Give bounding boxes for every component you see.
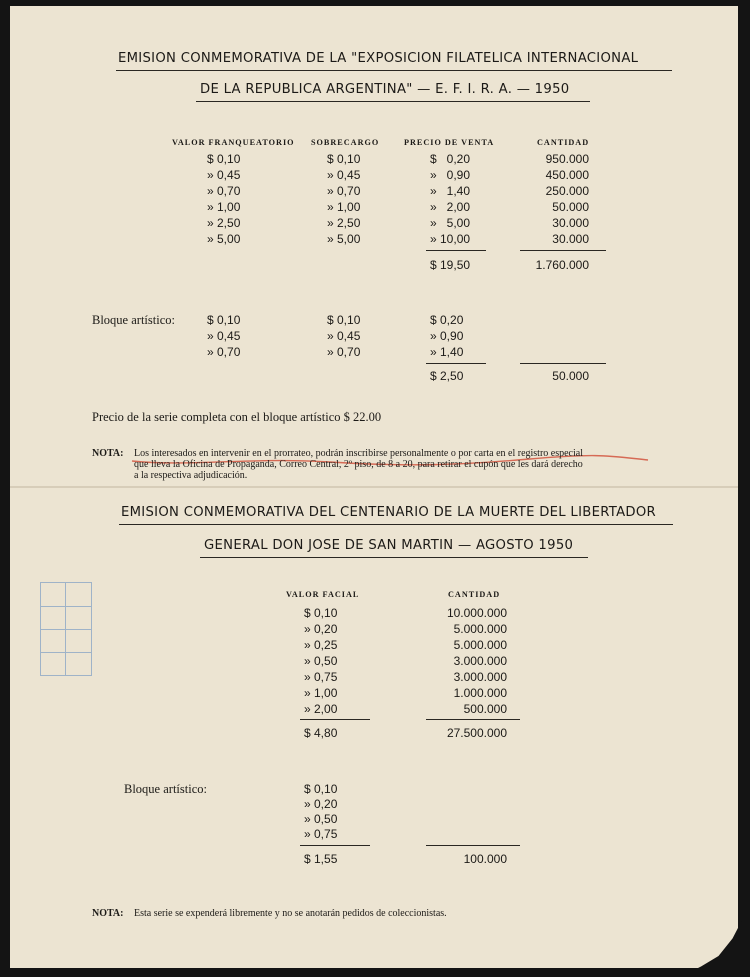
- s2-bloque-rule-cantidad: [426, 845, 520, 846]
- s1-row6-sobrecargo: » 5,00: [327, 232, 361, 246]
- s1-row1-sobrecargo: $ 0,10: [327, 152, 361, 166]
- s1-total-rule-precio: [426, 250, 486, 251]
- s1-bloque-row3-precio: » 1,40: [430, 345, 464, 359]
- s1-total-precio: $ 19,50: [430, 258, 471, 272]
- s1-row3-valor: » 0,70: [207, 184, 241, 198]
- s1-total-cantidad: 1.760.000: [535, 258, 589, 272]
- header-sobrecargo: SOBRECARGO: [311, 138, 380, 147]
- s2-nota-text: Esta serie se expenderá libremente y no se anotarán pedidos de coleccionistas.: [134, 908, 447, 919]
- s1-bloque-row1-sobrecargo: $ 0,10: [327, 313, 361, 327]
- s1-row5-cantidad: 30.000: [552, 216, 589, 230]
- s1-nota-line1: Los interesados en intervenir en el prorrateo, podrán inscribirse personalmente o por carta en el registro especial: [134, 448, 583, 459]
- s1-row4-valor: » 1,00: [207, 200, 241, 214]
- s2-total-rule-cantidad: [426, 719, 520, 720]
- fold-crease: [10, 486, 738, 488]
- s1-row6-valor: » 5,00: [207, 232, 241, 246]
- s1-nota-line3: a la respectiva adjudicación.: [134, 470, 248, 481]
- s1-row3-cantidad: 250.000: [545, 184, 589, 198]
- s1-bloque-label: Bloque artístico:: [92, 313, 175, 327]
- section2-title-underline2: [200, 557, 588, 558]
- s1-bloque-rule-precio: [426, 363, 486, 364]
- s2-row7-cantidad: 500.000: [463, 702, 507, 716]
- section1-title-underline2: [196, 101, 590, 102]
- s1-row5-valor: » 2,50: [207, 216, 241, 230]
- s1-row5-precio: » 5,00: [430, 216, 471, 230]
- s1-serie-completa: Precio de la serie completa con el bloque artístico $ 22.00: [92, 410, 382, 424]
- s1-row4-precio: » 2,00: [430, 200, 471, 214]
- s1-row1-valor: $ 0,10: [207, 152, 241, 166]
- s2-row2-cantidad: 5.000.000: [453, 622, 507, 636]
- s1-bloque-row2-sobrecargo: » 0,45: [327, 329, 361, 343]
- s1-bloque-total-precio: $ 2,50: [430, 369, 464, 383]
- section1-title-line2: DE LA REPUBLICA ARGENTINA" — E. F. I. R. A. — 1950: [200, 82, 570, 97]
- s2-total-rule-valor: [300, 719, 370, 720]
- s1-nota-line2: que lleva la Oficina de Propaganda, Correo Central, 2º piso, de 8 a 20, para retirar el cupón que les dará derecho: [134, 459, 583, 470]
- s2-row7-valor: » 2,00: [304, 702, 338, 716]
- s2-row4-cantidad: 3.000.000: [453, 654, 507, 668]
- s2-bloque-rule-valor: [300, 845, 370, 846]
- s1-bloque-row2-valor: » 0,45: [207, 329, 241, 343]
- s1-row2-precio: » 0,90: [430, 168, 471, 182]
- s1-row2-valor: » 0,45: [207, 168, 241, 182]
- s2-bloque-label: Bloque artístico:: [124, 782, 207, 796]
- s1-bloque-total-cantidad: 50.000: [552, 369, 589, 383]
- header-cantidad-2: CANTIDAD: [448, 590, 501, 599]
- s2-bloque-row4: » 0,75: [304, 827, 338, 841]
- s2-row6-cantidad: 1.000.000: [453, 686, 507, 700]
- s2-row3-cantidad: 5.000.000: [453, 638, 507, 652]
- s2-row1-valor: $ 0,10: [304, 606, 338, 620]
- s2-row6-valor: » 1,00: [304, 686, 338, 700]
- blue-pencil-grid-sketch: [40, 582, 92, 676]
- s1-bloque-row1-precio: $ 0,20: [430, 313, 464, 327]
- s1-row4-sobrecargo: » 1,00: [327, 200, 361, 214]
- s1-row3-sobrecargo: » 0,70: [327, 184, 361, 198]
- s1-total-rule-cantidad: [520, 250, 606, 251]
- s1-row6-precio: » 10,00: [430, 232, 471, 246]
- s1-row4-cantidad: 50.000: [552, 200, 589, 214]
- s1-row1-precio: $ 0,20: [430, 152, 471, 166]
- s1-bloque-row3-valor: » 0,70: [207, 345, 241, 359]
- s1-bloque-row3-sobrecargo: » 0,70: [327, 345, 361, 359]
- s2-bloque-total-valor: $ 1,55: [304, 852, 338, 866]
- s1-row2-cantidad: 450.000: [545, 168, 589, 182]
- section1-title-underline1: [116, 70, 672, 71]
- s1-bloque-rule-cantidad: [520, 363, 606, 364]
- s2-bloque-row3: » 0,50: [304, 812, 338, 826]
- header-cantidad: CANTIDAD: [537, 138, 590, 147]
- section2-title-line1: EMISION CONMEMORATIVA DEL CENTENARIO DE LA MUERTE DEL LIBERTADOR: [121, 505, 656, 520]
- s2-row2-valor: » 0,20: [304, 622, 338, 636]
- header-precio-de-venta: PRECIO DE VENTA: [404, 138, 495, 147]
- s2-total-cantidad: 27.500.000: [446, 726, 507, 740]
- header-valor-franqueatorio: VALOR FRANQUEATORIO: [172, 138, 295, 147]
- s2-nota-label: NOTA:: [92, 908, 124, 919]
- section2-title-line2: GENERAL DON JOSE DE SAN MARTIN — AGOSTO 1950: [204, 538, 574, 553]
- s1-row5-sobrecargo: » 2,50: [327, 216, 361, 230]
- s2-bloque-row2: » 0,20: [304, 797, 338, 811]
- s2-row5-valor: » 0,75: [304, 670, 338, 684]
- s2-row3-valor: » 0,25: [304, 638, 338, 652]
- s2-bloque-row1: $ 0,10: [304, 782, 338, 796]
- s2-row4-valor: » 0,50: [304, 654, 338, 668]
- s1-bloque-row2-precio: » 0,90: [430, 329, 464, 343]
- s1-nota-label: NOTA:: [92, 448, 124, 459]
- section1-title-line1: EMISION CONMEMORATIVA DE LA "EXPOSICION FILATELICA INTERNACIONAL: [118, 51, 639, 66]
- s1-row1-cantidad: 950.000: [545, 152, 589, 166]
- s1-row6-cantidad: 30.000: [552, 232, 589, 246]
- s2-total-valor: $ 4,80: [304, 726, 338, 740]
- s2-bloque-total-cantidad: 100.000: [463, 852, 507, 866]
- s2-row1-cantidad: 10.000.000: [446, 606, 507, 620]
- s1-bloque-row1-valor: $ 0,10: [207, 313, 241, 327]
- s2-row5-cantidad: 3.000.000: [453, 670, 507, 684]
- header-valor-facial: VALOR FACIAL: [286, 590, 360, 599]
- s1-row3-precio: » 1,40: [430, 184, 471, 198]
- section2-title-underline1: [119, 524, 673, 525]
- s1-row2-sobrecargo: » 0,45: [327, 168, 361, 182]
